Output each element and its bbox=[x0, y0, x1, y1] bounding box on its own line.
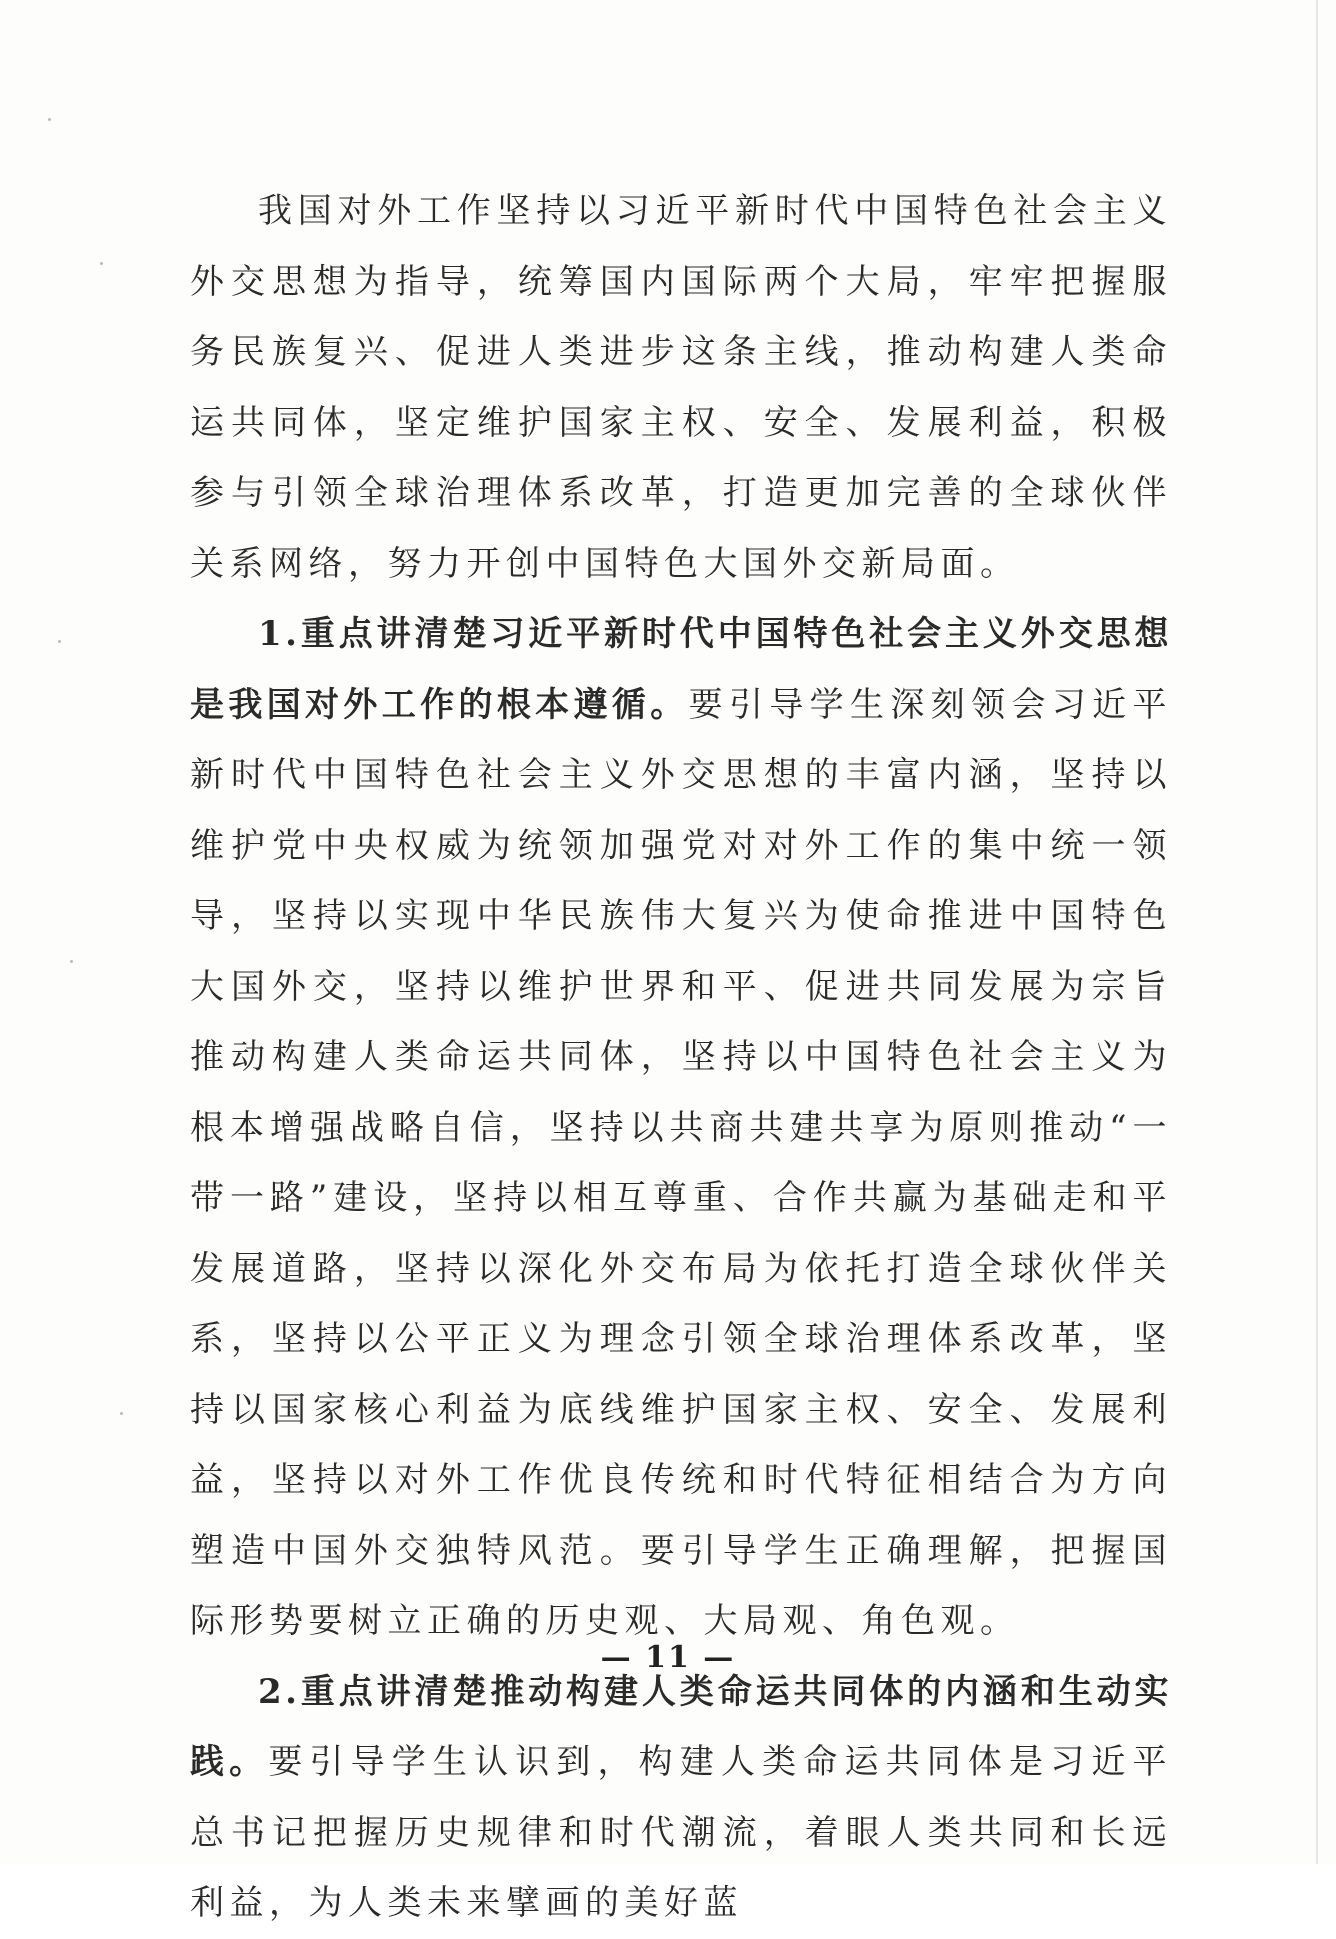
scan-speck bbox=[70, 960, 73, 963]
scan-speck bbox=[48, 118, 51, 121]
paragraph-text: 要引导学生深刻领会习近平新时代中国特色社会主义外交思想的丰富内涵，坚持以维护党中央权威为统领加强党对对外工作的集中统一领导，坚持以实现中华民族伟大复兴为使命推进中国特色大国外交，坚持以维护世界和平、促进共同发展为宗旨推动构建人类命运共同体，坚持以中国特色社会主义为根本增强战略自信，坚持以共商共建共享为原则推动“一带一路”建设，坚持以相互尊重、合作共赢为基础走和平发展道路，坚持以深化外交布局为依托打造全球伙伴关系，坚持以公平正义为理念引领全球治理体系改革，坚持以国家核心利益为底线维护国家主权、安全、发展利益，坚持以对外工作优良传统和时代特征相结合为方向塑造中国外交独特风范。要引导学生正确理解，把握国际形势要树立正确的历史观、大局观、角色观。 bbox=[190, 684, 1173, 1641]
paragraph-point-2 bbox=[190, 1657, 1172, 1939]
page-number: — 11 — bbox=[600, 1640, 736, 1675]
paragraph-intro bbox=[190, 176, 1172, 599]
scan-speck bbox=[120, 1412, 123, 1415]
paragraph-lead: 1.重点讲清楚习近平新时代中国特色社会主义外交思想是我国对外工作的根本遵循。 bbox=[190, 614, 1172, 725]
paragraph-lead: 2.重点讲清楚推动构建人类命运共同体的内涵和生动实践。 bbox=[190, 1671, 1172, 1782]
paragraph-text: 要引导学生认识到，构建人类命运共同体是习近平总书记把握历史规律和时代潮流，着眼人类共同和长远利益，为人类未来擘画的美好蓝 bbox=[190, 1742, 1173, 1923]
paragraph-point-1 bbox=[190, 599, 1172, 1657]
scan-speck bbox=[58, 640, 61, 643]
scan-speck bbox=[100, 262, 103, 265]
scan-edge-line bbox=[1316, 0, 1318, 1864]
paragraph-text: 我国对外工作坚持以习近平新时代中国特色社会主义外交思想为指导，统筹国内国际两个大局，牢牢把握服务民族复兴、促进人类进步这条主线，推动构建人类命运共同体，坚定维护国家主权、安全、发展利益，积极参与引领全球治理体系改革，打造更加完善的全球伙伴关系网络，努力开创中国特色大国外交新局面。 bbox=[190, 191, 1172, 584]
